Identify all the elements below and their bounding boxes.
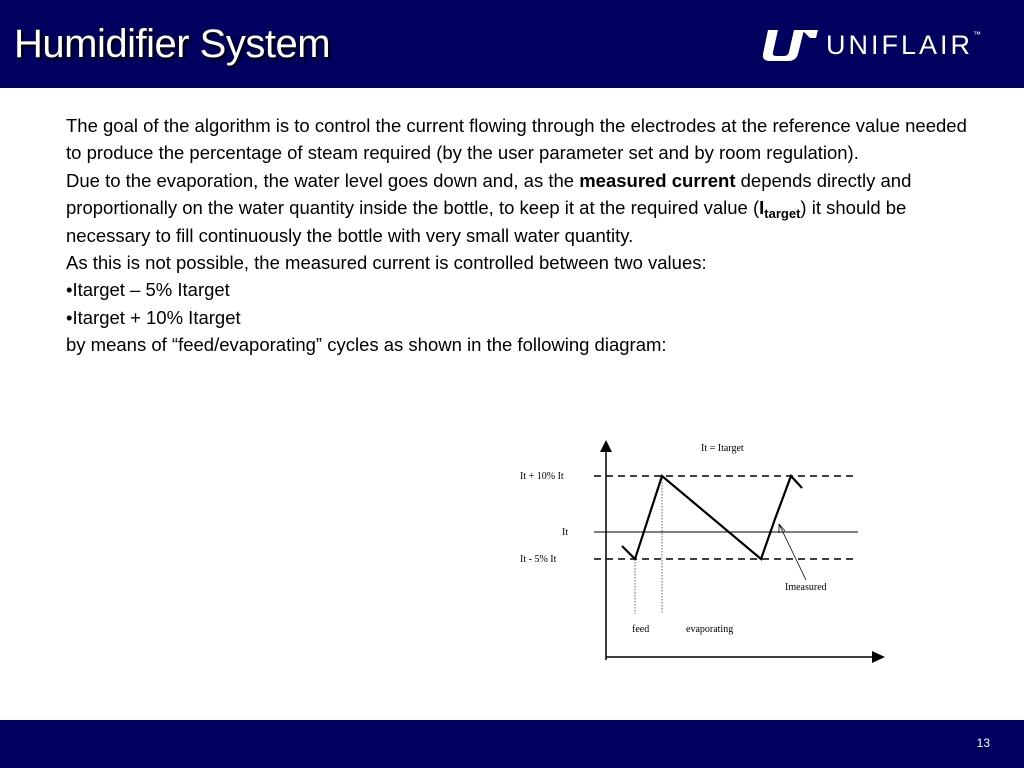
- logo-wordmark: UNIFLAIR: [826, 30, 974, 60]
- feed-evaporating-diagram: [500, 436, 900, 676]
- bullet-lower-value: •Itarget – 5% Itarget: [66, 279, 230, 301]
- slide-title: Humidifier System: [14, 22, 331, 66]
- body-text: [66, 112, 986, 359]
- paragraph-evaporation-text-b: depends directly and proportionally on the water quantity inside the bottle, to keep it at the required value (: [66, 169, 912, 219]
- paragraph-diagram-intro: by means of “feed/evaporating” cycles as shown in the following diagram:: [66, 334, 667, 356]
- itarget-symbol-letter: I: [759, 197, 765, 219]
- itarget-subscript: target: [764, 206, 801, 222]
- label-lower: It - 5% It: [520, 554, 557, 565]
- paragraph-evaporation: [66, 167, 986, 249]
- bullet-upper-value: •Itarget + 10% Itarget: [66, 306, 241, 328]
- measured-current-curve: [622, 476, 802, 559]
- uniflair-logo: [762, 28, 981, 62]
- label-it: It: [562, 527, 569, 538]
- label-feed: feed: [632, 624, 650, 635]
- paragraph-evaporation-text-a: Due to the evaporation, the water level goes down and, as the: [66, 169, 580, 191]
- label-measured: Imeasured: [785, 582, 827, 593]
- footer-bar: [0, 720, 1024, 768]
- label-target: It = Itarget: [701, 443, 744, 454]
- paragraph-evaporation-text-c: ) it should be necessary to fill continuously the bottle with very small water quantity.: [66, 197, 907, 246]
- paragraph-goal: The goal of the algorithm is to control the current flowing through the electrodes at the reference value needed to produce the percentage of steam required (by the user parameter set and by room regulation).: [66, 115, 967, 164]
- label-upper: It + 10% It: [520, 471, 564, 482]
- page-number: 13: [976, 736, 990, 750]
- label-evaporating: evaporating: [686, 624, 734, 635]
- x-axis-arrow-icon: [872, 651, 885, 663]
- trademark-symbol: ™: [973, 30, 982, 39]
- measured-current-term: measured current: [579, 169, 736, 191]
- itarget-symbol: [759, 197, 801, 222]
- paragraph-two-values: As this is not possible, the measured current is controlled between two values:: [66, 252, 707, 274]
- y-axis-arrow-icon: [600, 440, 612, 452]
- uniflair-logo-mark: [762, 28, 820, 62]
- header-bar: [0, 0, 1024, 88]
